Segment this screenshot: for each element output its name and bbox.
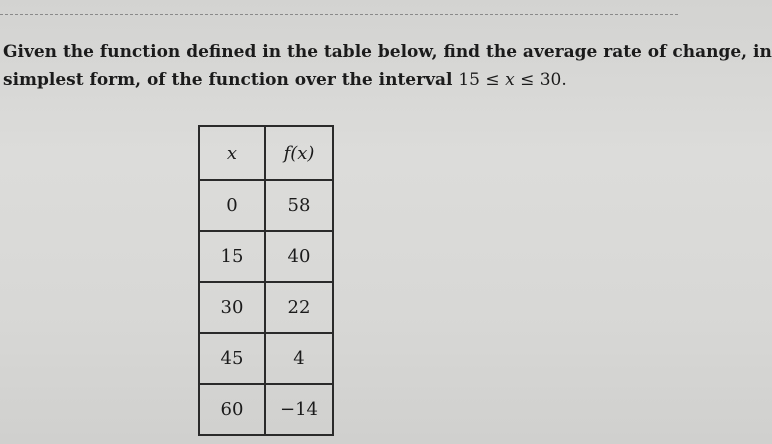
question-line-2-text: simplest form, of the function over the interval (3, 70, 453, 90)
cell-x: 15 (199, 231, 265, 282)
table-row (199, 333, 333, 384)
cell-fx: 22 (265, 282, 333, 333)
interval-lower: 15 (458, 70, 480, 90)
table-row (199, 384, 333, 435)
interval-op-1: ≤ (485, 70, 500, 90)
interval-variable: x (505, 70, 515, 90)
cell-fx: 58 (265, 180, 333, 231)
cell-x: 45 (199, 333, 265, 384)
question-line-1: Given the function defined in the table below, find the average rate of change, in (3, 42, 772, 62)
table-row (199, 180, 333, 231)
question-text (3, 38, 772, 94)
interval-expression (458, 70, 566, 90)
cell-x: 30 (199, 282, 265, 333)
cell-x: 0 (199, 180, 265, 231)
interval-period: . (561, 70, 567, 90)
question-line-2 (3, 66, 673, 94)
cell-fx: 4 (265, 333, 333, 384)
cell-fx: −14 (265, 384, 333, 435)
cell-fx: 40 (265, 231, 333, 282)
header-fx (265, 126, 333, 180)
interval-upper: 30 (539, 70, 562, 90)
top-divider (0, 14, 678, 15)
table-row (199, 282, 333, 333)
header-fx-label: f(x) (283, 142, 315, 164)
cell-x: 60 (199, 384, 265, 435)
header-x: x (199, 126, 265, 180)
function-table (198, 125, 334, 436)
interval-op-2: ≤ (520, 70, 535, 90)
table-header-row (199, 126, 333, 180)
table-row (199, 231, 333, 282)
